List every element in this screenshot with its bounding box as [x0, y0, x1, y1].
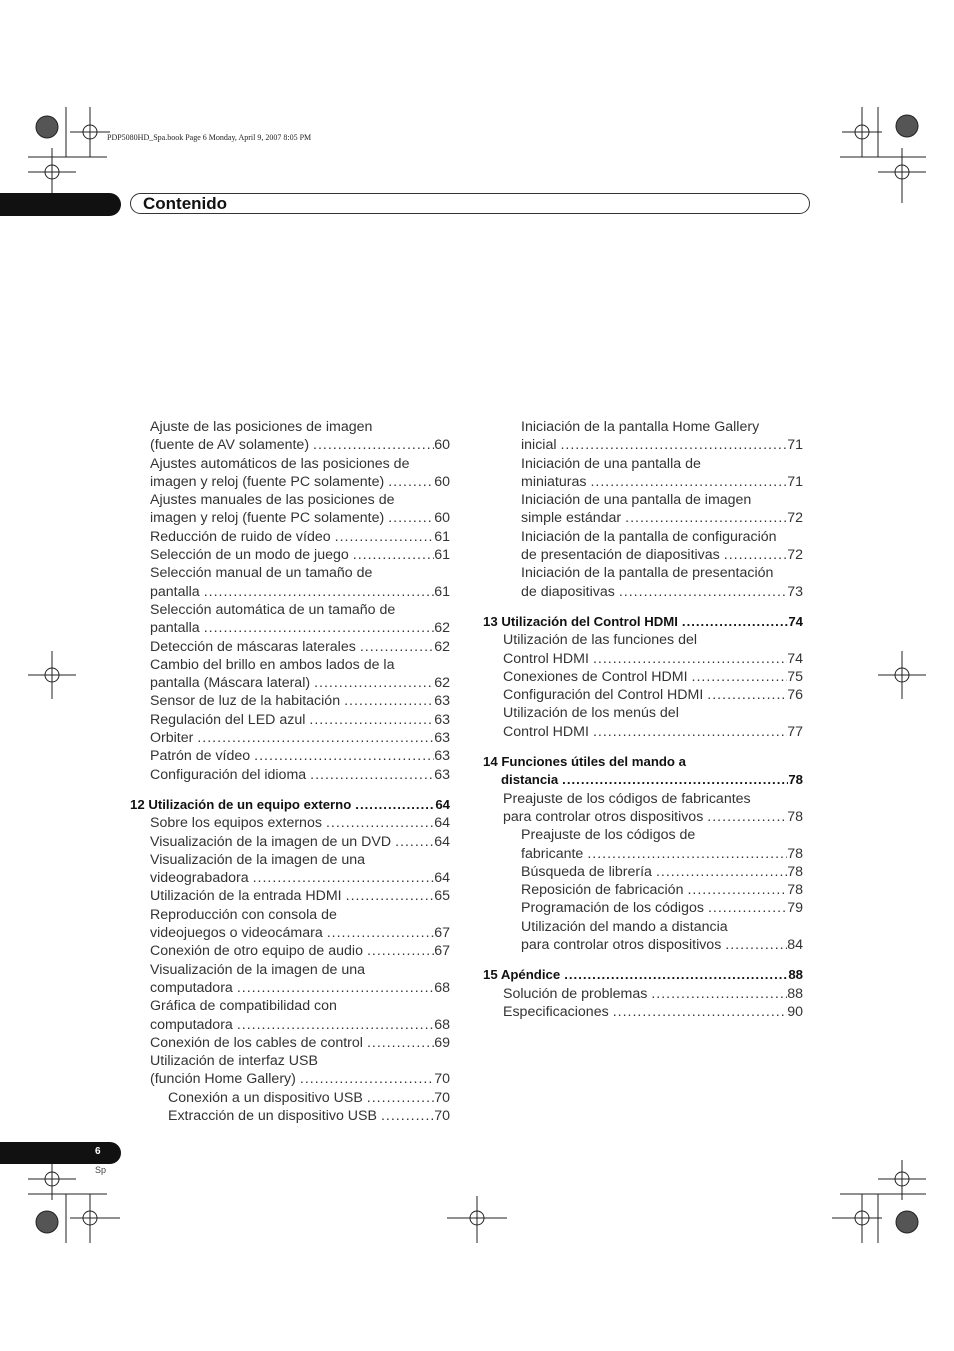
toc-entry-line-wrap	[150, 997, 450, 1015]
toc-entry-line	[521, 845, 803, 863]
toc-entry-line-wrap	[521, 418, 803, 436]
toc-entry-line-wrap	[521, 528, 803, 546]
toc-page-number: 64	[435, 796, 450, 812]
toc-entry[interactable]	[483, 985, 803, 1003]
toc-page-number: 60	[434, 437, 450, 454]
toc-entry-text: Visualización de la imagen de un DVD	[150, 833, 392, 850]
toc-page-number: 61	[434, 583, 450, 600]
toc-entry-text: Utilización de los menús del	[503, 705, 679, 722]
toc-entry[interactable]	[130, 455, 450, 492]
toc-entry-text: Reproducción con consola de	[150, 906, 337, 923]
toc-entry-text: Orbiter	[150, 730, 194, 747]
toc-page-number: 61	[434, 528, 450, 545]
toc-page-number: 71	[787, 473, 803, 490]
toc-entry[interactable]	[130, 851, 450, 888]
toc-entry-text: Iniciación de la pantalla de presentación	[521, 565, 774, 582]
toc-entry-line	[150, 833, 450, 851]
toc-entry[interactable]	[130, 1052, 450, 1089]
toc-entry[interactable]	[483, 790, 803, 827]
dot-leader	[314, 674, 434, 692]
dot-leader	[353, 546, 434, 564]
dot-leader	[309, 711, 434, 729]
dot-leader	[619, 583, 787, 601]
dot-leader	[367, 942, 434, 960]
dot-leader	[310, 766, 434, 784]
toc-entry-text: Reposición de fabricación	[521, 882, 684, 899]
toc-entry-text: Configuración del Control HDMI	[503, 687, 704, 704]
toc-entry-text: Cambio del brillo en ambos lados de la	[150, 656, 395, 673]
toc-page-number: 79	[787, 900, 803, 917]
dot-leader	[725, 936, 787, 954]
toc-entry-line-wrap	[483, 753, 803, 771]
dot-leader	[204, 619, 435, 637]
toc-page-number: 63	[434, 711, 450, 728]
toc-section[interactable]	[483, 613, 803, 631]
dot-leader	[564, 966, 788, 984]
toc-entry-line	[521, 546, 803, 564]
toc-page-number: 84	[787, 937, 803, 954]
toc-page-number: 64	[434, 815, 450, 832]
toc-page-number: 64	[434, 870, 450, 887]
toc-entry-text: Conexión de los cables de control	[150, 1034, 363, 1051]
toc-page-number: 72	[787, 547, 803, 564]
toc-entry-text: inicial	[521, 437, 557, 454]
toc-entry[interactable]	[483, 686, 803, 704]
toc-page-number: 78	[787, 845, 803, 862]
toc-entry-text: 12 Utilización de un equipo externo	[130, 796, 352, 812]
toc-entry-line	[521, 936, 803, 954]
dot-leader	[707, 686, 787, 704]
toc-entry-text: Selección automática de un tamaño de	[150, 601, 396, 618]
dot-leader	[593, 650, 787, 668]
toc-entry-text: Utilización de la entrada HDMI	[150, 888, 342, 905]
toc-entry-line	[503, 686, 803, 704]
toc-page-number: 69	[434, 1034, 450, 1051]
toc-entry-line	[150, 638, 450, 656]
toc-page-number: 88	[787, 985, 803, 1002]
toc-entry[interactable]	[130, 997, 450, 1034]
page-language: Sp	[95, 1165, 107, 1175]
toc-entry-line	[503, 1003, 803, 1021]
toc-entry-line	[150, 692, 450, 710]
toc-entry[interactable]	[130, 906, 450, 943]
toc-page-number: 74	[788, 613, 803, 629]
toc-page-number: 68	[434, 1016, 450, 1033]
toc-entry-text: Búsqueda de librería	[521, 863, 652, 880]
toc-entry-line	[521, 473, 803, 491]
toc-entry-line	[130, 796, 450, 814]
toc-entry[interactable]	[483, 1003, 803, 1021]
toc-entry-text: Visualización de la imagen de una	[150, 961, 366, 978]
toc-entry[interactable]	[483, 826, 803, 863]
dot-leader	[204, 583, 435, 601]
toc-page-number: 62	[434, 620, 450, 637]
toc-entry-line	[521, 881, 803, 899]
toc-entry[interactable]	[483, 528, 803, 565]
toc-entry-text: computadora	[150, 1016, 233, 1033]
toc-entry-line-wrap	[150, 1052, 450, 1070]
toc-entry-line	[483, 771, 803, 789]
toc-page-number: 63	[434, 730, 450, 747]
dot-leader	[367, 1089, 434, 1107]
toc-entry[interactable]	[483, 631, 803, 668]
toc-entry-line	[503, 668, 803, 686]
toc-entry-line	[521, 583, 803, 601]
toc-entry[interactable]	[130, 1107, 450, 1125]
toc-entry-text: Ajuste de las posiciones de imagen	[150, 419, 373, 435]
toc-entry-text: Patrón de vídeo	[150, 748, 251, 765]
toc-entry[interactable]	[130, 692, 450, 710]
dot-leader	[367, 1034, 434, 1052]
toc-entry[interactable]	[130, 766, 450, 784]
dot-leader	[656, 863, 787, 881]
toc-entry-line	[521, 899, 803, 917]
toc-page-number: 90	[787, 1003, 803, 1020]
dot-leader	[560, 436, 787, 454]
toc-entry[interactable]	[130, 528, 450, 546]
dot-leader	[381, 1107, 434, 1125]
toc-entry-text: pantalla	[150, 620, 200, 637]
print-info: PDP5080HD_Spa.book Page 6 Monday, April 9, 2007 8:05 PM	[107, 133, 312, 142]
toc-entry-line	[521, 863, 803, 881]
toc-entry-text: para controlar otros dispositivos	[503, 808, 704, 825]
toc-entry-text: Visualización de la imagen de una	[150, 851, 366, 868]
toc-entry-line	[150, 1016, 450, 1034]
toc-entry-text: Especificaciones	[503, 1003, 609, 1020]
toc-entry-line	[150, 674, 450, 692]
toc-page-number: 62	[434, 675, 450, 692]
dot-leader	[625, 509, 787, 527]
toc-entry-text: imagen y reloj (fuente PC solamente)	[150, 473, 385, 490]
toc-page-number: 70	[434, 1107, 450, 1124]
toc-entry-line-wrap	[150, 851, 450, 869]
dot-leader	[237, 1016, 434, 1034]
dot-leader	[254, 747, 434, 765]
toc-entry-text: Regulación del LED azul	[150, 711, 306, 728]
toc-entry-line	[150, 729, 450, 747]
toc-entry-text: Control HDMI	[503, 723, 589, 740]
toc-entry-text: para controlar otros dispositivos	[521, 937, 722, 954]
toc-entry-line-wrap	[503, 790, 803, 808]
toc-page-number: 88	[788, 967, 803, 983]
dot-leader	[692, 668, 788, 686]
toc-entry-text: Control HDMI	[503, 650, 589, 667]
toc-entry-text: Preajuste de los códigos de fabricantes	[503, 790, 751, 807]
toc-entry-line	[150, 887, 450, 905]
toc-page-number: 77	[787, 723, 803, 740]
toc-entry-line	[150, 1070, 450, 1088]
page-number: 6	[95, 1146, 101, 1157]
toc-entry[interactable]	[130, 564, 450, 601]
toc-page-number: 63	[434, 693, 450, 710]
toc-entry-line-wrap	[521, 491, 803, 509]
toc-entry-line	[483, 966, 803, 984]
dot-leader	[395, 833, 434, 851]
toc-page-number: 68	[434, 979, 450, 996]
toc-page-number: 73	[787, 583, 803, 600]
toc-entry-text: Preajuste de los códigos de	[521, 827, 696, 844]
dot-leader	[613, 1003, 788, 1021]
toc-entry-text: Reducción de ruido de vídeo	[150, 528, 331, 545]
dot-leader	[388, 509, 434, 527]
toc-entry-text: Programación de los códigos	[521, 900, 704, 917]
dot-leader	[326, 814, 434, 832]
toc-entry-text: videojuegos o videocámara	[150, 925, 323, 942]
toc-entry-line	[150, 528, 450, 546]
toc-entry-text: 14 Funciones útiles del mando a	[483, 754, 686, 770]
header-bar	[130, 193, 810, 214]
toc-page-number: 60	[434, 510, 450, 527]
toc-entry-text: Utilización del mando a distancia	[521, 918, 728, 935]
toc-entry[interactable]	[130, 961, 450, 998]
toc-entry-text: Iniciación de la pantalla Home Gallery	[521, 419, 760, 435]
toc-entry-line-wrap	[150, 455, 450, 473]
toc-page-number: 70	[434, 1071, 450, 1088]
toc-entry-line-wrap	[150, 656, 450, 674]
toc-entry[interactable]	[130, 729, 450, 747]
toc-entry[interactable]	[130, 656, 450, 693]
toc-entry[interactable]	[130, 601, 450, 638]
header-tab	[0, 193, 121, 216]
toc-page-number: 60	[434, 473, 450, 490]
toc-entry-text: Solución de problemas	[503, 985, 648, 1002]
toc-page-number: 67	[434, 925, 450, 942]
toc-entry-text: pantalla (Máscara lateral)	[150, 675, 311, 692]
toc-entry-line	[168, 1089, 450, 1107]
dot-leader	[590, 473, 787, 491]
toc-entry-text: de diapositivas	[521, 583, 615, 600]
toc-entry-line	[150, 979, 450, 997]
toc-entry-line-wrap	[150, 601, 450, 619]
toc-entry-text: fabricante	[521, 845, 584, 862]
dot-leader	[355, 796, 435, 814]
toc-entry[interactable]	[130, 942, 450, 960]
toc-page-number: 63	[434, 748, 450, 765]
toc-entry-line-wrap	[521, 826, 803, 844]
dot-leader	[197, 729, 434, 747]
toc-entry-line	[150, 869, 450, 887]
toc-entry-text: Extracción de un dispositivo USB	[168, 1107, 377, 1124]
toc-entry-text: Ajustes manuales de las posiciones de	[150, 492, 395, 509]
toc-page-number: 75	[787, 668, 803, 685]
dot-leader	[587, 845, 787, 863]
toc-column-right	[483, 418, 803, 1021]
toc-entry-line	[150, 942, 450, 960]
toc-entry-line-wrap	[503, 704, 803, 722]
toc-entry[interactable]	[130, 1034, 450, 1052]
toc-entry-line-wrap	[503, 631, 803, 649]
toc-entry-text: Utilización de las funciones del	[503, 632, 698, 649]
toc-entry-text: imagen y reloj (fuente PC solamente)	[150, 510, 385, 527]
toc-entry-line-wrap	[521, 918, 803, 936]
page-title: Contenido	[143, 194, 228, 213]
toc-entry-text: Gráfica de compatibilidad con	[150, 998, 337, 1015]
toc-entry[interactable]	[483, 881, 803, 899]
dot-leader	[346, 887, 435, 905]
toc-entry-line-wrap	[150, 906, 450, 924]
toc-page-number: 61	[434, 547, 450, 564]
toc-entry[interactable]	[483, 491, 803, 528]
toc-entry-text: Selección de un modo de juego	[150, 547, 349, 564]
toc-entry-text: (función Home Gallery)	[150, 1071, 296, 1088]
section-gap	[130, 784, 450, 796]
toc-entry-text: Utilización de interfaz USB	[150, 1053, 318, 1070]
toc-entry-text: Conexiones de Control HDMI	[503, 668, 688, 685]
dot-leader	[388, 473, 434, 491]
toc-entry-text: 13 Utilización del Control HDMI	[483, 613, 678, 629]
toc-entry-text: Ajustes automáticos de las posiciones de	[150, 455, 410, 472]
toc-entry[interactable]	[483, 455, 803, 492]
toc-entry-text: Configuración del idioma	[150, 766, 307, 783]
toc-entry-line	[150, 619, 450, 637]
dot-leader	[335, 528, 435, 546]
toc-entry[interactable]	[130, 638, 450, 656]
toc-entry-line	[150, 814, 450, 832]
toc-entry-text: miniaturas	[521, 473, 587, 490]
toc-entry-text: pantalla	[150, 583, 200, 600]
toc-entry-text: distancia	[501, 772, 559, 788]
toc-entry-text: Detección de máscaras laterales	[150, 638, 356, 655]
toc-entry[interactable]	[130, 833, 450, 851]
toc-entry-line	[483, 613, 803, 631]
toc-entry-line	[150, 583, 450, 601]
toc-entry[interactable]	[483, 863, 803, 881]
toc-entry-line	[503, 650, 803, 668]
toc-entry-text: simple estándar	[521, 510, 622, 527]
dot-leader	[651, 985, 787, 1003]
toc-entry-text: Iniciación de una pantalla de imagen	[521, 492, 752, 509]
toc-entry-line-wrap	[150, 491, 450, 509]
toc-entry-line	[150, 747, 450, 765]
toc-entry-line	[150, 546, 450, 564]
section-gap	[483, 601, 803, 613]
toc-entry-line	[521, 509, 803, 527]
toc-entry[interactable]	[130, 747, 450, 765]
dot-leader	[707, 808, 787, 826]
toc-section[interactable]	[130, 796, 450, 814]
toc-page-number: 78	[787, 882, 803, 899]
toc-entry-line	[503, 723, 803, 741]
toc-entry-line	[150, 436, 450, 454]
dot-leader	[724, 546, 787, 564]
toc-entry-line-wrap	[150, 564, 450, 582]
toc-entry-line	[150, 711, 450, 729]
toc-page-number: 76	[787, 687, 803, 704]
dot-leader	[687, 881, 787, 899]
toc-entry-line-wrap	[150, 418, 450, 436]
toc-entry[interactable]	[130, 418, 450, 455]
toc-section[interactable]	[483, 966, 803, 984]
toc-entry-text: Iniciación de una pantalla de	[521, 455, 701, 472]
toc-entry[interactable]	[130, 887, 450, 905]
toc-entry-text: (fuente de AV solamente)	[150, 437, 310, 454]
toc-column-left	[130, 418, 450, 1125]
toc-page-number: 62	[434, 638, 450, 655]
toc-page-number: 71	[787, 437, 803, 454]
toc-entry-line	[168, 1107, 450, 1125]
toc-entry-line	[150, 509, 450, 527]
dot-leader	[253, 869, 435, 887]
toc-entry-line	[150, 766, 450, 784]
section-gap	[483, 954, 803, 966]
dot-leader	[327, 924, 434, 942]
toc-entry-text: de presentación de diapositivas	[521, 547, 720, 564]
dot-leader	[682, 613, 788, 631]
toc-entry-line	[503, 985, 803, 1003]
toc-entry-line	[150, 924, 450, 942]
toc-page-number: 78	[787, 808, 803, 825]
toc-entry-text: Iniciación de la pantalla de configuración	[521, 528, 777, 545]
toc-entry[interactable]	[130, 491, 450, 528]
toc-entry-line	[150, 473, 450, 491]
toc-entry[interactable]	[130, 711, 450, 729]
toc-entry-line-wrap	[521, 564, 803, 582]
toc-entry[interactable]	[483, 918, 803, 955]
toc-entry[interactable]	[483, 418, 803, 455]
dot-leader	[237, 979, 434, 997]
toc-entry-text: Sobre los equipos externos	[150, 815, 322, 832]
dot-leader	[344, 692, 434, 710]
toc-page-number: 67	[434, 943, 450, 960]
toc-page-number: 78	[787, 863, 803, 880]
toc-entry[interactable]	[483, 899, 803, 917]
toc-page-number: 63	[434, 766, 450, 783]
toc-page-number: 64	[434, 833, 450, 850]
toc-page-number: 70	[434, 1089, 450, 1106]
toc-entry[interactable]	[130, 546, 450, 564]
toc-entry-line-wrap	[150, 961, 450, 979]
toc-entry-text: Conexión a un dispositivo USB	[168, 1089, 363, 1106]
toc-entry-text: 15 Apéndice	[483, 967, 561, 983]
toc-entry[interactable]	[483, 668, 803, 686]
toc-entry-line-wrap	[521, 455, 803, 473]
toc-page-number: 74	[787, 650, 803, 667]
dot-leader	[562, 771, 788, 789]
page-number-tab	[0, 1142, 121, 1164]
toc-entry-line	[503, 808, 803, 826]
toc-entry-text: Selección manual de un tamaño de	[150, 565, 373, 582]
dot-leader	[360, 638, 434, 656]
toc-entry-text: Sensor de luz de la habitación	[150, 693, 341, 710]
toc-entry-line	[521, 436, 803, 454]
toc-page-number: 72	[787, 510, 803, 527]
toc-entry[interactable]	[483, 704, 803, 741]
toc-entry[interactable]	[130, 814, 450, 832]
dot-leader	[300, 1070, 434, 1088]
dot-leader	[593, 723, 787, 741]
toc-entry[interactable]	[483, 564, 803, 601]
toc-entry[interactable]	[130, 1089, 450, 1107]
dot-leader	[313, 436, 434, 454]
toc-entry-text: Conexión de otro equipo de audio	[150, 943, 363, 960]
toc-entry-line	[150, 1034, 450, 1052]
toc-page-number: 78	[788, 772, 803, 788]
toc-page-number: 65	[434, 888, 450, 905]
dot-leader	[708, 899, 787, 917]
section-gap	[483, 741, 803, 753]
toc-entry-text: videograbadora	[150, 870, 249, 887]
toc-section[interactable]	[483, 753, 803, 790]
toc-entry-text: computadora	[150, 979, 233, 996]
